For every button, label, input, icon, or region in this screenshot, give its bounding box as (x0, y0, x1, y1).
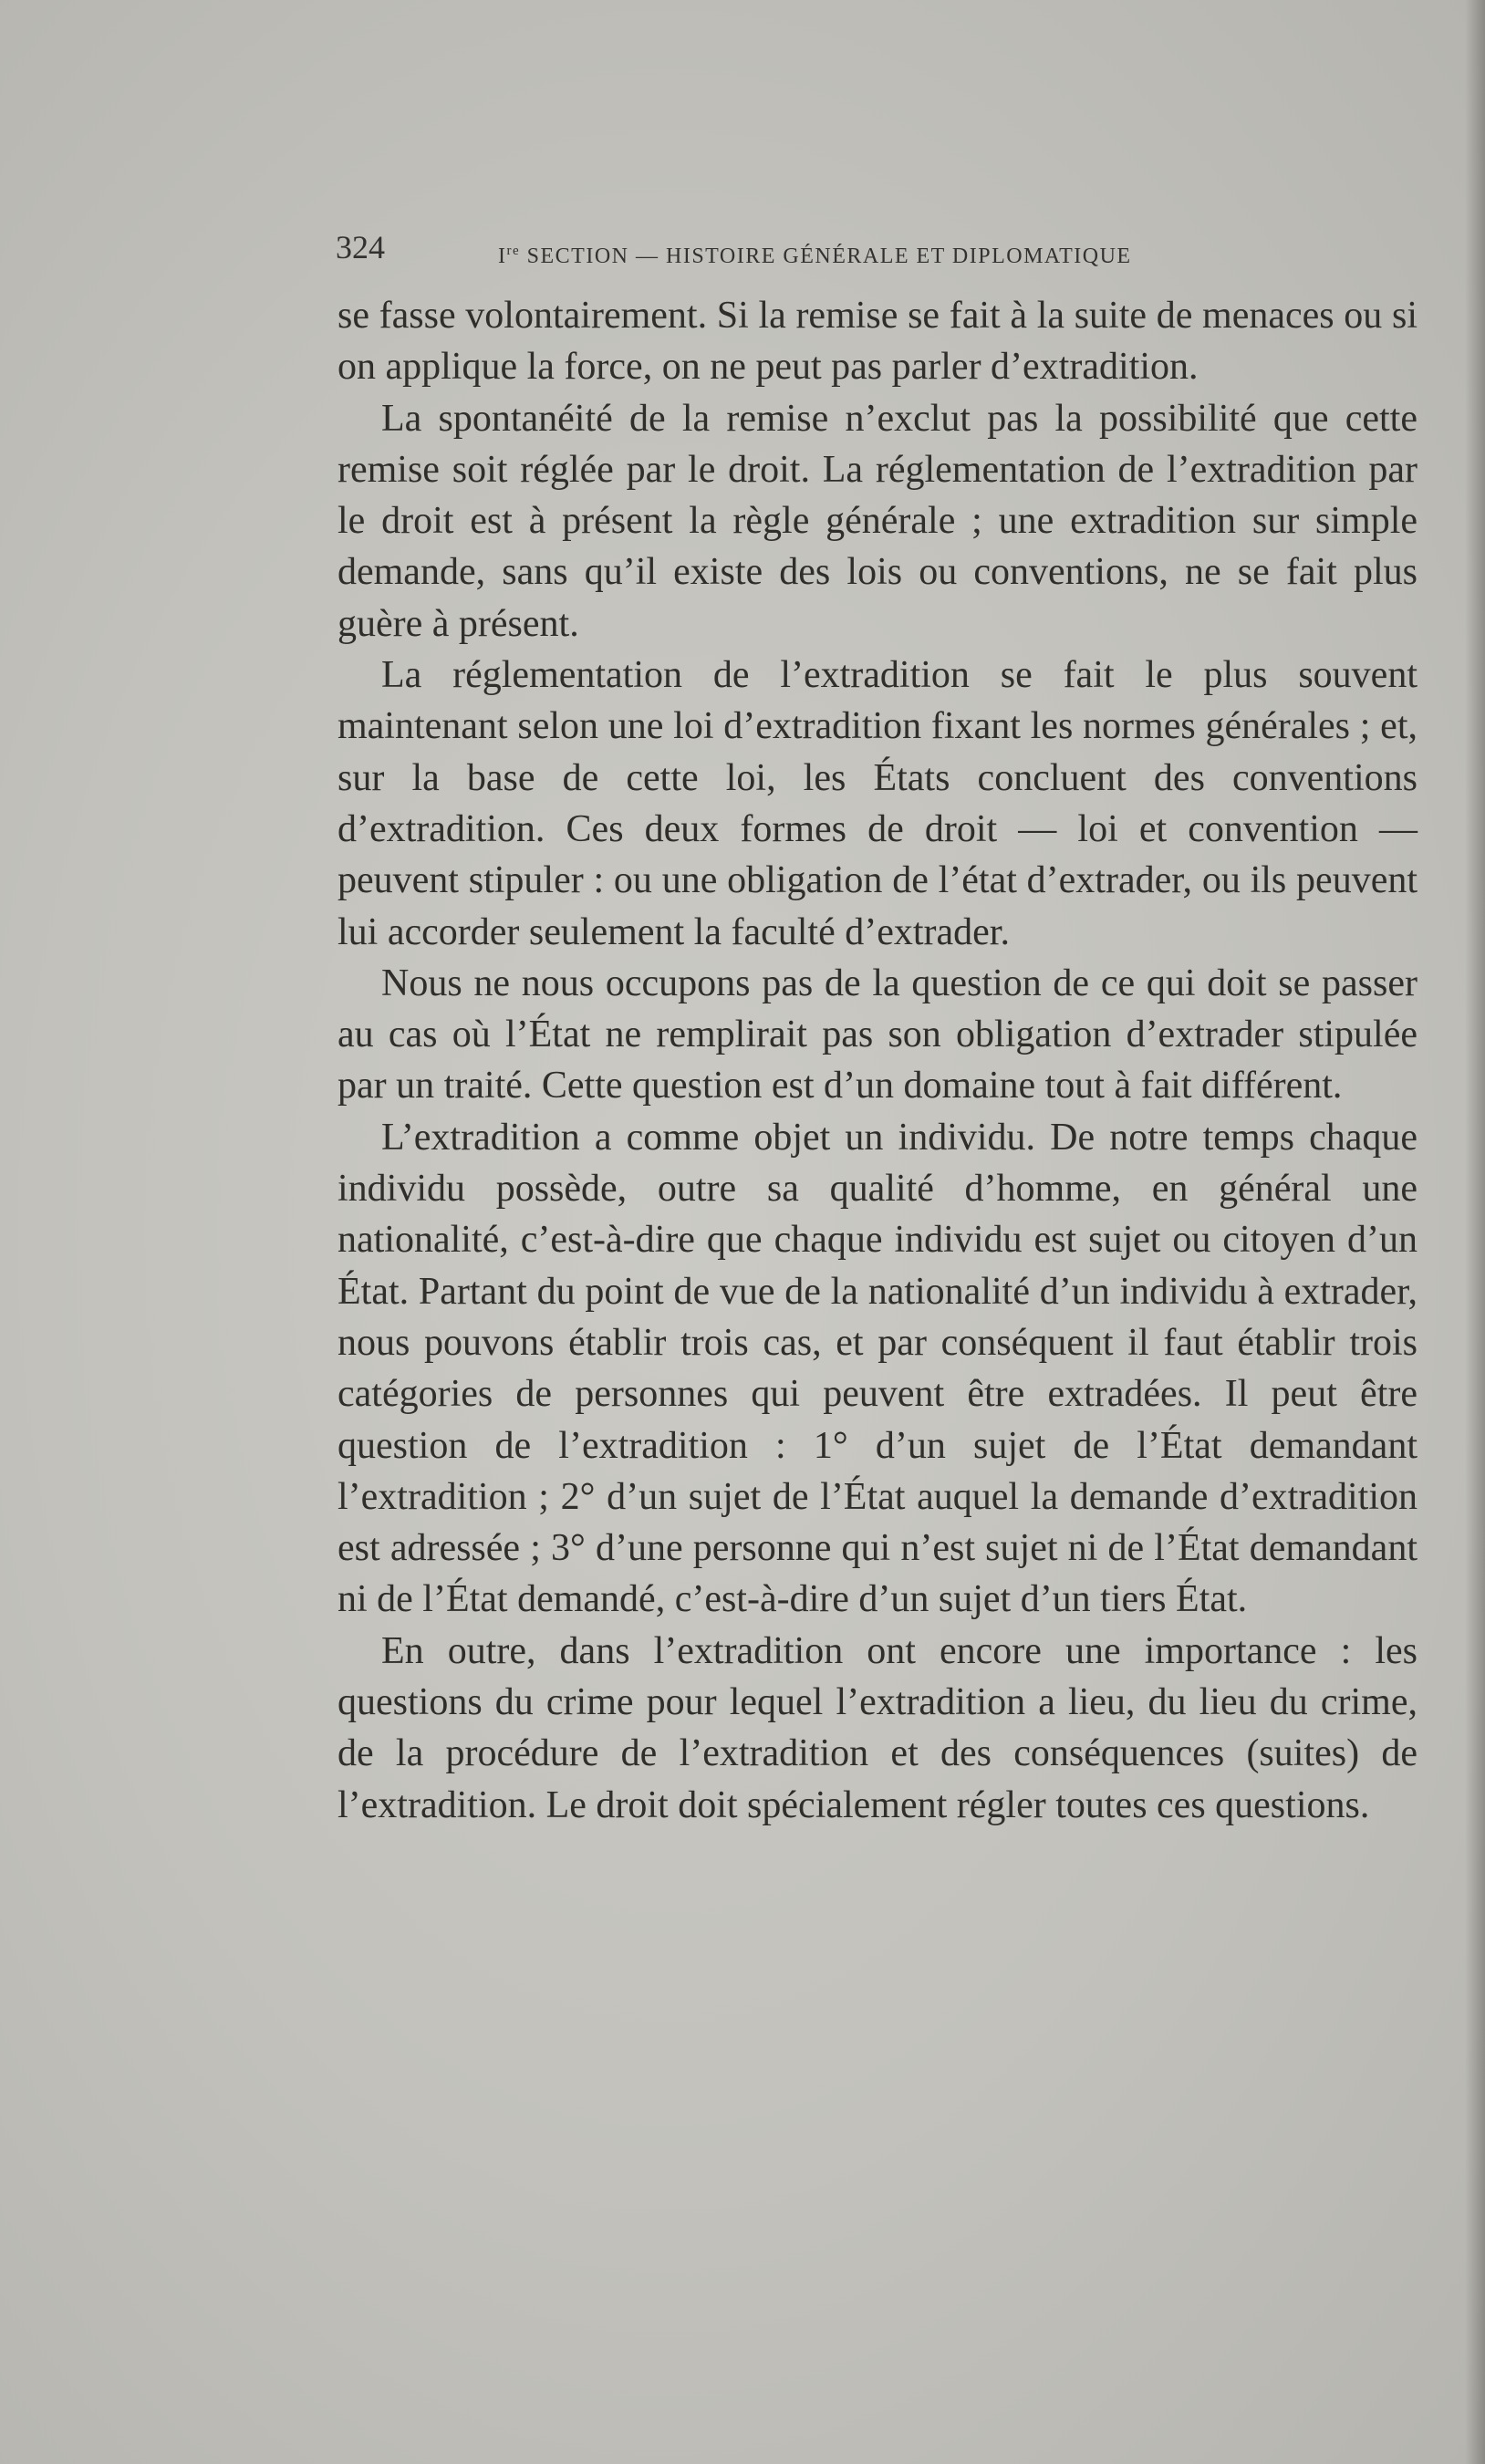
page-header (336, 224, 1257, 270)
page-edge-shadow (1465, 0, 1485, 2464)
paragraph-4: Nous ne nous occupons pas de la question de ce qui doit se passer au cas où l’État ne remplirait pas son obligation d’extrader stipulée par un traité. Cette question est d’un domaine tout à fait différent. (338, 962, 1418, 1107)
body-text (338, 290, 1418, 1831)
section-prefix: I (498, 244, 507, 268)
paragraph-2: La spontanéité de la remise n’exclut pas la possibilité que cette remise soit réglée par le droit. La réglementation de l’extradition par le droit est à présent la règle générale ; une extradition sur simple demande, sans qu’il existe des lois ou conventions, ne se fait plus guère à présent. (338, 397, 1418, 645)
page-number: 324 (336, 229, 385, 265)
section-title: SECTION — HISTOIRE GÉNÉRALE ET DIPLOMATIQUE (520, 244, 1132, 268)
section-superscript: re (506, 244, 521, 258)
running-head (498, 228, 1132, 279)
paragraph-1: se fasse volontairement. Si la remise se fait à la suite de menaces ou si on applique la force, on ne peut pas parler d’extradition. (338, 295, 1418, 389)
paragraph-5: L’extradition a comme objet un individu. De notre temps chaque individu possède, outre sa qualité d’homme, en général une nationalité, c’est-à-dire que chaque individu est sujet ou citoyen d’un État. Partant du point de vue de la nationalité d’un individu à extrader, nous pouvons établir trois cas, et par conséquent il faut établir trois catégories de personnes qui peuvent être extradées. Il peut être question de l’extradition : 1° d’un sujet de l’État demandant l’extradition ; 2° d’un sujet de l’État auquel la demande d’extradition est adressée ; 3° d’une personne qui n’est sujet ni de l’État demandant ni de l’État demandé, c’est-à-dire d’un sujet d’un tiers État. (338, 1116, 1418, 1621)
paragraph-6: En outre, dans l’extradition ont encore une importance : les questions du crime pour lequel l’extradition a lieu, du lieu du crime, de la procédure de l’extradition et des conséquences (suites) de l’extradition. Le droit doit spécialement régler toutes ces questions. (338, 1629, 1418, 1826)
paragraph-3: La réglementation de l’extradition se fait le plus souvent maintenant selon une loi d’extradition fixant les normes générales ; et, sur la base de cette loi, les États concluent des conventions d’extradition. Ces deux formes de droit — loi et convention — peuvent stipuler : ou une obligation de l’état d’extrader, ou ils peuvent lui accorder seulement la faculté d’extrader. (338, 654, 1418, 953)
